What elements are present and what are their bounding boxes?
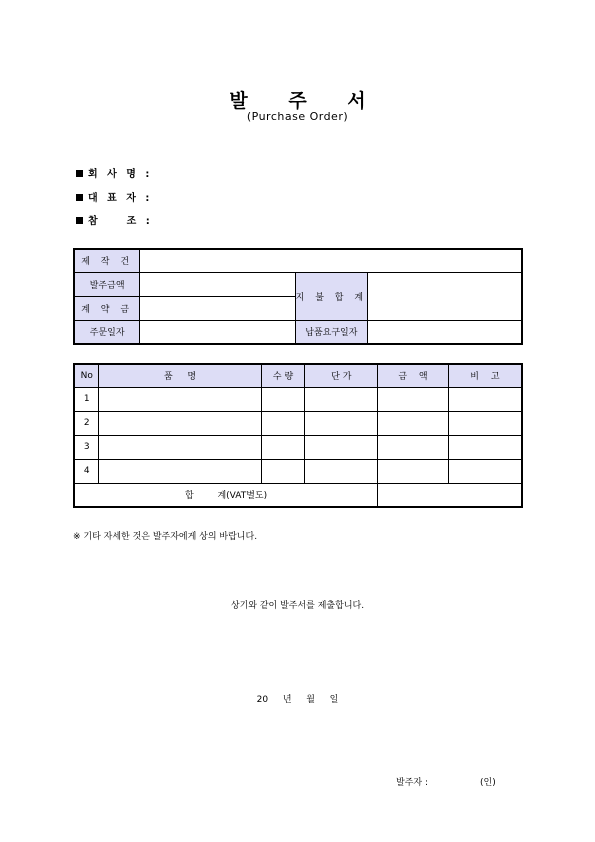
table-row — [74, 435, 522, 459]
document-subtitle: (Purchase Order) — [246, 110, 349, 123]
row-number: 3 — [74, 435, 99, 459]
square-bullet-icon — [76, 194, 83, 201]
header-unit-price: 단 가 — [305, 364, 378, 387]
amount-cell[interactable] — [378, 411, 449, 435]
item-name-cell[interactable] — [99, 435, 261, 459]
contract-amount-value-cell[interactable] — [140, 296, 295, 320]
total-row — [74, 483, 522, 507]
amount-cell[interactable] — [378, 387, 449, 411]
item-name-cell[interactable] — [99, 411, 261, 435]
info-representative-label: 대 표 자 : — [88, 193, 153, 204]
square-bullet-icon — [76, 217, 83, 224]
quantity-cell[interactable] — [261, 435, 305, 459]
unit-price-cell[interactable] — [305, 387, 378, 411]
header-no: No — [74, 364, 99, 387]
amount-cell[interactable] — [378, 435, 449, 459]
unit-price-cell[interactable] — [305, 459, 378, 483]
header-quantity: 수 량 — [261, 364, 305, 387]
payment-total-value-cell[interactable] — [368, 272, 522, 320]
remarks-cell[interactable] — [448, 435, 522, 459]
note-text: ※ 기타 자세한 것은 발주자에게 상의 바랍니다. — [73, 532, 258, 542]
contract-table — [73, 248, 523, 345]
remarks-cell[interactable] — [448, 387, 522, 411]
item-name-cell[interactable] — [99, 387, 261, 411]
info-reference-label: 참 조 : — [88, 216, 153, 227]
contract-amount-label: 계 약 금 — [74, 296, 140, 320]
delivery-date-value-cell[interactable] — [368, 320, 522, 344]
quantity-cell[interactable] — [261, 411, 305, 435]
order-amount-label: 발주금액 — [74, 272, 140, 296]
orderer-label: 발주자 : — [396, 778, 428, 788]
square-bullet-icon — [76, 170, 83, 177]
payment-total-label: 지 불 합 계 — [295, 272, 368, 320]
header-remarks: 비 고 — [448, 364, 522, 387]
remarks-cell[interactable] — [448, 411, 522, 435]
project-label: 제 작 건 — [74, 249, 140, 272]
quantity-cell[interactable] — [261, 387, 305, 411]
header-item-name: 품 명 — [99, 364, 261, 387]
submission-text: 상기와 같이 발주서를 제출합니다. — [230, 601, 365, 611]
remarks-cell[interactable] — [448, 459, 522, 483]
info-representative — [76, 189, 152, 204]
info-company-name-label: 회 사 명 : — [88, 169, 153, 180]
document-title: 발 주 서 — [229, 90, 383, 112]
date-line: 20 년 월 일 — [256, 695, 339, 705]
delivery-date-label: 납품요구일자 — [295, 320, 368, 344]
table-row — [74, 387, 522, 411]
order-amount-value-cell[interactable] — [140, 272, 295, 296]
seal-mark: (인) — [479, 778, 496, 788]
total-amount-cell[interactable] — [378, 483, 522, 507]
quantity-cell[interactable] — [261, 459, 305, 483]
item-name-cell[interactable] — [99, 459, 261, 483]
order-date-label: 주문일자 — [74, 320, 140, 344]
orderer-signature — [396, 775, 496, 788]
row-number: 2 — [74, 411, 99, 435]
amount-cell[interactable] — [378, 459, 449, 483]
info-reference — [76, 212, 153, 227]
row-number: 4 — [74, 459, 99, 483]
row-number: 1 — [74, 387, 99, 411]
project-value-cell[interactable] — [140, 249, 522, 272]
header-amount: 금 액 — [378, 364, 449, 387]
total-label: 합 계(VAT별도) — [74, 483, 378, 507]
table-row — [74, 459, 522, 483]
items-table — [73, 363, 523, 508]
unit-price-cell[interactable] — [305, 435, 378, 459]
unit-price-cell[interactable] — [305, 411, 378, 435]
order-date-value-cell[interactable] — [140, 320, 295, 344]
info-company-name — [76, 165, 152, 180]
table-row — [74, 411, 522, 435]
